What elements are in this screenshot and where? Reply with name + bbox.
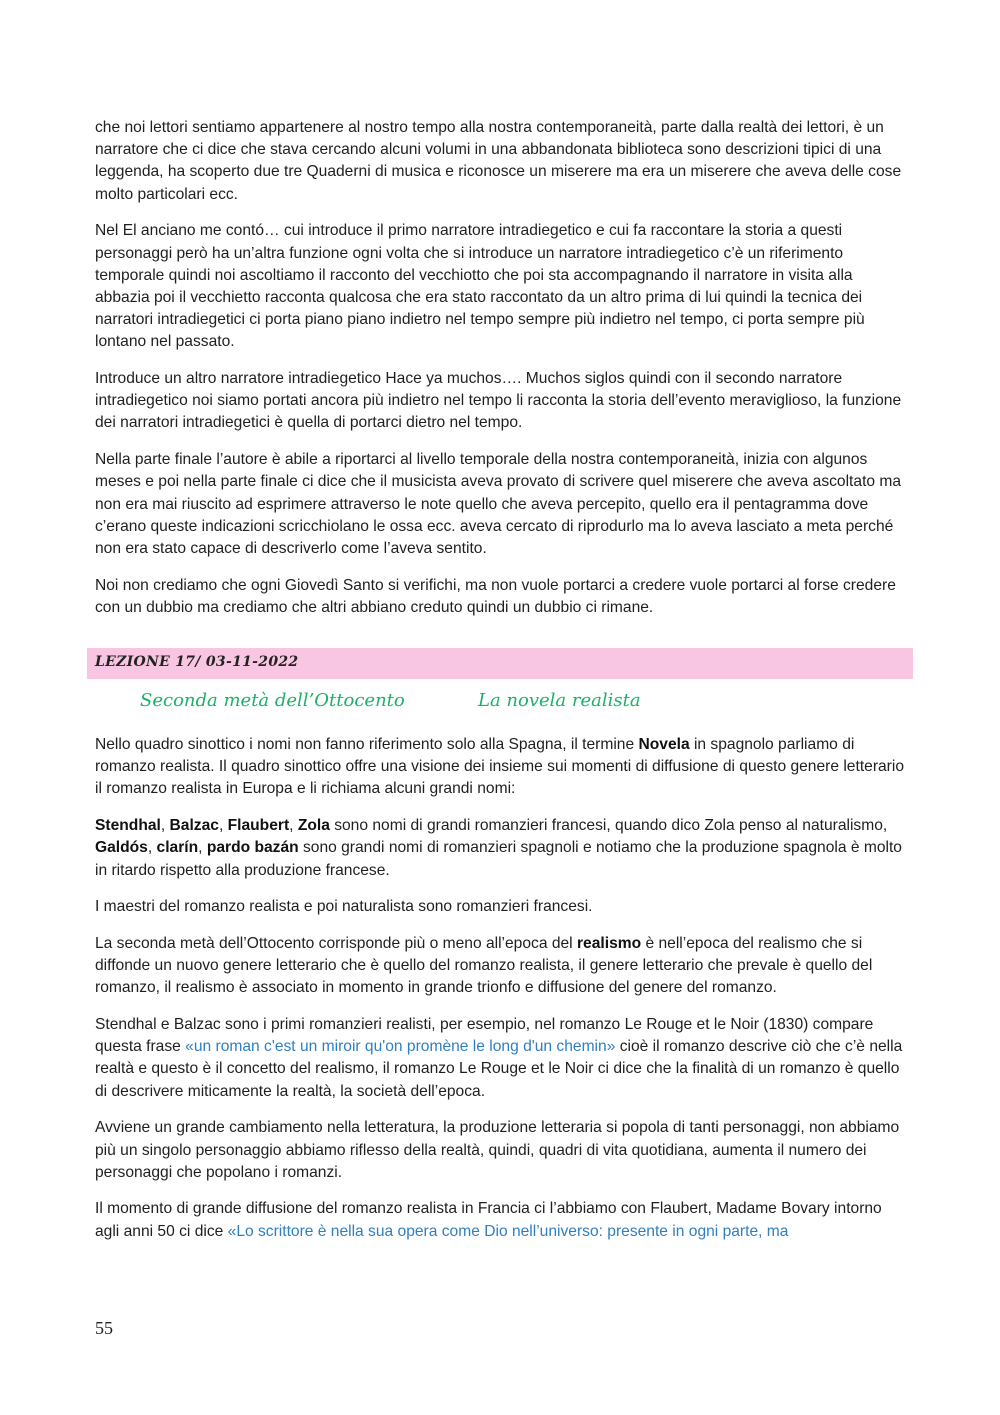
paragraph: [95, 815, 907, 882]
paragraph: [95, 1014, 907, 1103]
text: Il momento di grande diffusione del romanzo realista in Francia ci l’abbiamo con Flaubert, Madame Bovary intorno agli anni 50 ci dice: [95, 1200, 882, 1240]
text: è nell’epoca del realismo che si diffonde un nuovo genere letterario che è quello del romanzo realista, il genere letterario che prevale è quello del romanzo, il realismo è associato in momento in grande trionfo e diffusione del genere del romanzo.: [95, 934, 873, 997]
heading-left: Seconda metà dell’Ottocento: [140, 690, 405, 711]
author-name: Galdós: [95, 839, 148, 857]
text: sono nomi di grandi romanzieri francesi, quando dico Zola penso al naturalismo,: [329, 817, 888, 835]
paragraph: Nella parte finale l’autore è abile a riportarci al livello temporale della nostra contemporaneità, inizia con algunos meses e poi nella parte finale ci dice che il musicista aveva provato di scrivere quel miserere che aveva ascoltato ma non era mai riuscito ad esprimere attraverso le note quello che aveva percepito, quello era il pentagramma dove c’erano queste indicazioni scricchiolano le ossa ecc. aveva cercato di riprodurlo ma lo aveva lasciato a meta perché non era stato capace di descriverlo come l’aveva sentito.: [95, 451, 902, 557]
lesson-header-bar: [87, 648, 913, 679]
section-lesson-17: [95, 734, 907, 1257]
author-name: Stendhal: [95, 817, 161, 835]
paragraph: Nel El anciano me contó… cui introduce il primo narratore intradiegetico e cui fa raccontare la storia a questi personaggi però ha un’altra funzione ogni volta che si introduce un narratore intradiegetico c’è un riferimento temporale quindi noi ascoltiamo il racconto del vecchiotto che poi sta accompagnando il narratore in visita alla abbazia poi il vecchietto racconta qualcosa che era stato raccontato da un altro prima di lui quindi la tecnica dei narratori intradiegetici ci porta piano piano indietro nel tempo sempre più indietro nel tempo, ci porta sempre più lontano nel passato.: [95, 222, 865, 351]
heading-right: La novela realista: [478, 690, 641, 711]
paragraph: Introduce un altro narratore intradiegetico Hace ya muchos…. Muchos siglos quindi con il secondo narratore intradiegetico noi siamo portati ancora più indietro nel tempo li racconta la storia dell’evento meraviglioso, la funzione dei narratori intradiegetici è quella di portarci dietro nel tempo.: [95, 370, 902, 432]
bold-term: Novela: [638, 736, 690, 753]
text: ,: [218, 817, 228, 835]
author-name: pardo bazán: [206, 839, 299, 857]
text: Nello quadro sinottico i nomi non fanno riferimento solo alla Spagna, il termine: [95, 736, 639, 753]
paragraph: che noi lettori sentiamo appartenere al nostro tempo alla nostra contemporaneità, parte dalla realtà dei lettori, è un narratore che ci dice che stava cercando alcuni volumi in una abbandonata biblioteca sono descrizioni tipici di una leggenda, ha scoperto due tre Quaderni di musica e riconosce un miserere ma era un miserere che aveva delle cose molto particolari ecc.: [95, 119, 902, 203]
paragraph: Noi non crediamo che ogni Giovedì Santo si verifichi, ma non vuole portarci a credere vuole portarci al forse credere con un dubbio ma crediamo che altri abbiano creduto quindi un dubbio ci rimane.: [95, 576, 896, 616]
author-name: Balzac: [169, 817, 219, 835]
page-number: 55: [95, 1318, 113, 1338]
author-name: Flaubert: [227, 817, 290, 835]
section-previous-lesson: [95, 117, 907, 634]
quote: «Lo scrittore è nella sua opera come Dio nell’universo: presente in ogni parte, ma: [227, 1222, 789, 1240]
author-name: Zola: [297, 817, 330, 835]
paragraph: [95, 1198, 907, 1242]
text: in spagnolo parliamo di romanzo realista. Il quadro sinottico offre una visione dei insieme sui momenti di diffusione di questo genere letterario il romanzo realista in Europa e li richiama alcuni grandi nomi:: [95, 736, 905, 798]
lesson-title: LEZIONE 17/ 03-11-2022: [95, 654, 299, 670]
author-name: clarín: [156, 839, 199, 857]
paragraph: [95, 933, 907, 1000]
text: cioè il romanzo descrive ciò che c’è nella realtà e questo è il concetto del realismo, il romanzo Le Rouge et le Noir ci dice che la finalità di un romanzo è quello di descrivere miticamente la realtà, la società dell’epoca.: [95, 1038, 903, 1100]
text: Stendhal e Balzac sono i primi romanzieri realisti, per esempio, nel romanzo Le Rouge et le Noir (1830) compare questa frase: [95, 1016, 874, 1056]
text: ,: [147, 839, 157, 857]
paragraph: Avviene un grande cambiamento nella letteratura, la produzione letteraria si popola di tanti personaggi, non abbiamo più un singolo personaggio abbiamo riflesso della realtà, quindi, quadri di vita quotidiana, aumenta il numero dei personaggi che popolano i romanzi.: [95, 1119, 900, 1181]
text: ,: [198, 839, 207, 857]
text: ,: [289, 817, 298, 835]
text: ,: [160, 817, 170, 835]
quote: «un roman c'est un miroir qu'on promène le long d'un chemin»: [185, 1038, 616, 1056]
bold-term: realismo: [576, 934, 642, 952]
paragraph: I maestri del romanzo realista e poi naturalista sono romanzieri francesi.: [95, 898, 593, 916]
text: sono grandi nomi di romanzieri spagnoli e notiamo che la produzione spagnola è molto in ritardo rispetto alla produzione francese.: [95, 839, 902, 879]
paragraph: [95, 734, 907, 801]
text: La seconda metà dell’Ottocento corrisponde più o meno all’epoca del: [95, 934, 577, 952]
